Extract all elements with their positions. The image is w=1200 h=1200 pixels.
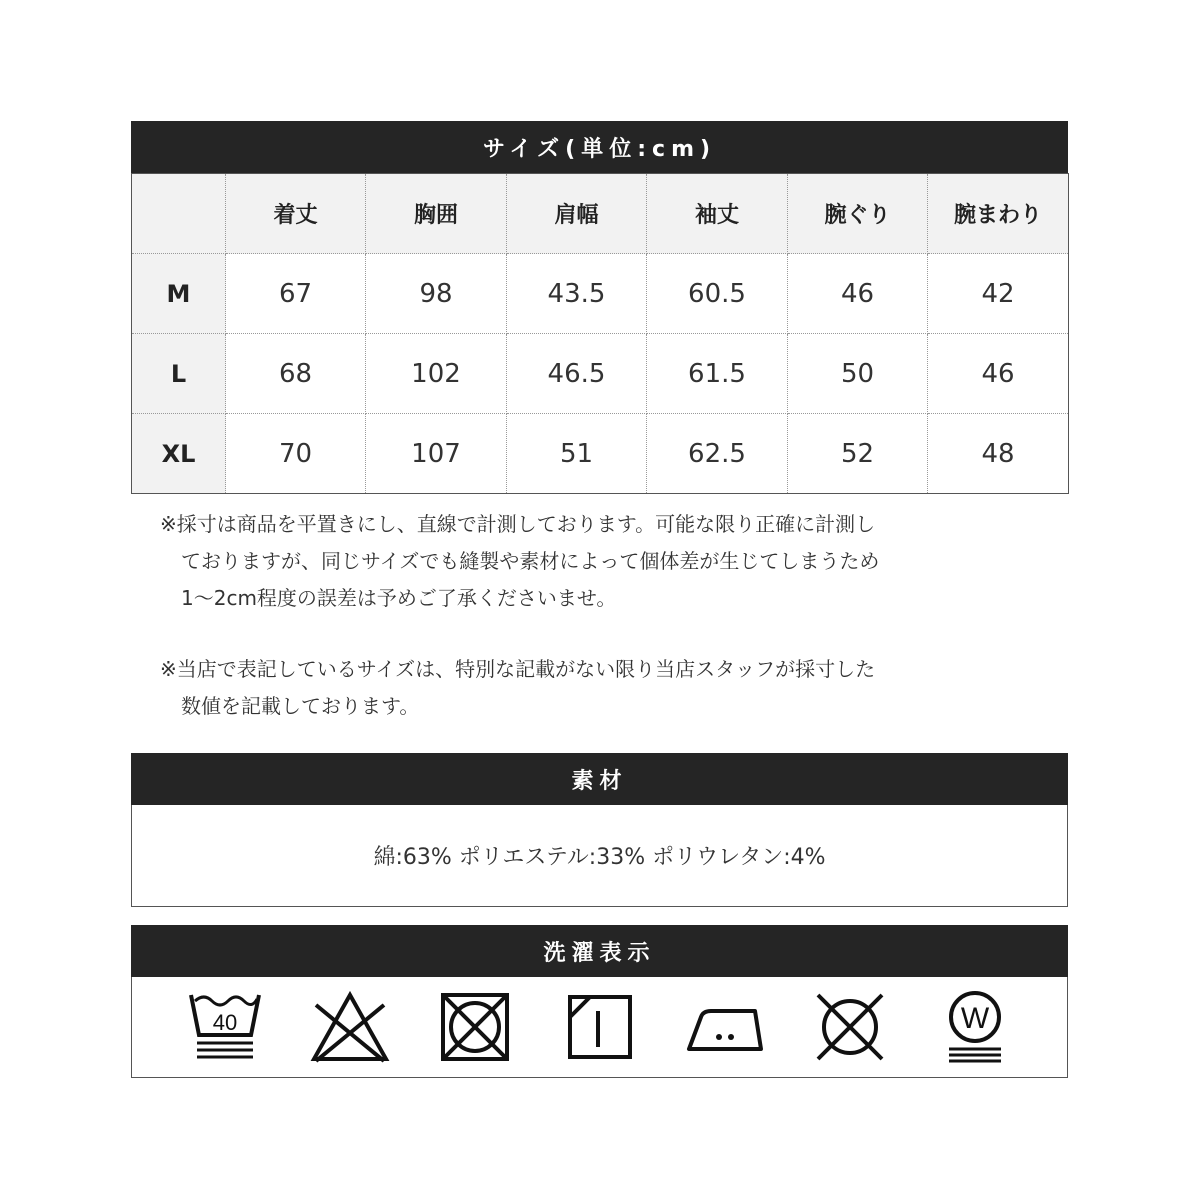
- note-line: ※当店で表記しているサイズは、特別な記載がない限り当店スタッフが採寸した: [160, 657, 876, 681]
- material-box: [131, 805, 1068, 907]
- table-cell: 46: [788, 254, 928, 334]
- note-line: 数値を記載しております。: [181, 694, 420, 718]
- line-dry-shade-icon: [560, 987, 640, 1067]
- iron-medium-icon: [685, 987, 765, 1067]
- table-cell: 46.5: [507, 334, 647, 414]
- care-icons: [132, 977, 1067, 1077]
- no-dry-clean-icon: [810, 987, 890, 1067]
- column-header: 肩幅: [507, 174, 647, 254]
- note-line: ておりますが、同じサイズでも縫製や素材によって個体差が生じてしまうため: [181, 549, 880, 573]
- no-bleach-icon: [310, 987, 390, 1067]
- table-cell: 42: [928, 254, 1069, 334]
- wash-40-very-gentle-icon: [185, 987, 265, 1067]
- material-section-title: 素材: [131, 753, 1068, 805]
- column-header: 着丈: [226, 174, 366, 254]
- table-cell: 46: [928, 334, 1069, 414]
- table-cell: 48: [928, 414, 1069, 494]
- table-cell: 107: [366, 414, 507, 494]
- size-label: XL: [132, 414, 226, 494]
- note-line: ※採寸は商品を平置きにし、直線で計測しております。可能な限り正確に計測し: [160, 512, 876, 536]
- care-section-title: 洗濯表示: [131, 925, 1068, 977]
- table-row: [132, 334, 1069, 414]
- table-row: [132, 414, 1069, 494]
- care-box: [131, 977, 1068, 1078]
- table-cell: 67: [226, 254, 366, 334]
- table-row: [132, 254, 1069, 334]
- wet-clean-very-gentle-icon: [935, 987, 1015, 1067]
- wet-clean-label: W: [960, 1002, 989, 1035]
- no-tumble-dry-icon: [435, 987, 515, 1067]
- wash-temperature-label: 40: [212, 1010, 237, 1035]
- table-cell: 61.5: [647, 334, 788, 414]
- measurement-notes: [160, 506, 990, 617]
- table-cell: 52: [788, 414, 928, 494]
- table-cell: 60.5: [647, 254, 788, 334]
- note-line: 1～2cm程度の誤差は予めご了承くださいませ。: [181, 586, 617, 610]
- size-source-note: [160, 651, 990, 725]
- size-label: M: [132, 254, 226, 334]
- table-cell: 51: [507, 414, 647, 494]
- size-section-title: サイズ(単位:cm): [131, 121, 1068, 173]
- table-cell: 98: [366, 254, 507, 334]
- column-header: 腕まわり: [928, 174, 1069, 254]
- corner-cell: [132, 174, 226, 254]
- size-table-header-row: [132, 174, 1069, 254]
- table-cell: 102: [366, 334, 507, 414]
- column-header: 胸囲: [366, 174, 507, 254]
- table-cell: 50: [788, 334, 928, 414]
- material-text: 綿:63% ポリエステル:33% ポリウレタン:4%: [373, 845, 826, 870]
- table-cell: 70: [226, 414, 366, 494]
- column-header: 腕ぐり: [788, 174, 928, 254]
- column-header: 袖丈: [647, 174, 788, 254]
- table-cell: 43.5: [507, 254, 647, 334]
- size-table: [131, 173, 1069, 494]
- size-label: L: [132, 334, 226, 414]
- table-cell: 62.5: [647, 414, 788, 494]
- table-cell: 68: [226, 334, 366, 414]
